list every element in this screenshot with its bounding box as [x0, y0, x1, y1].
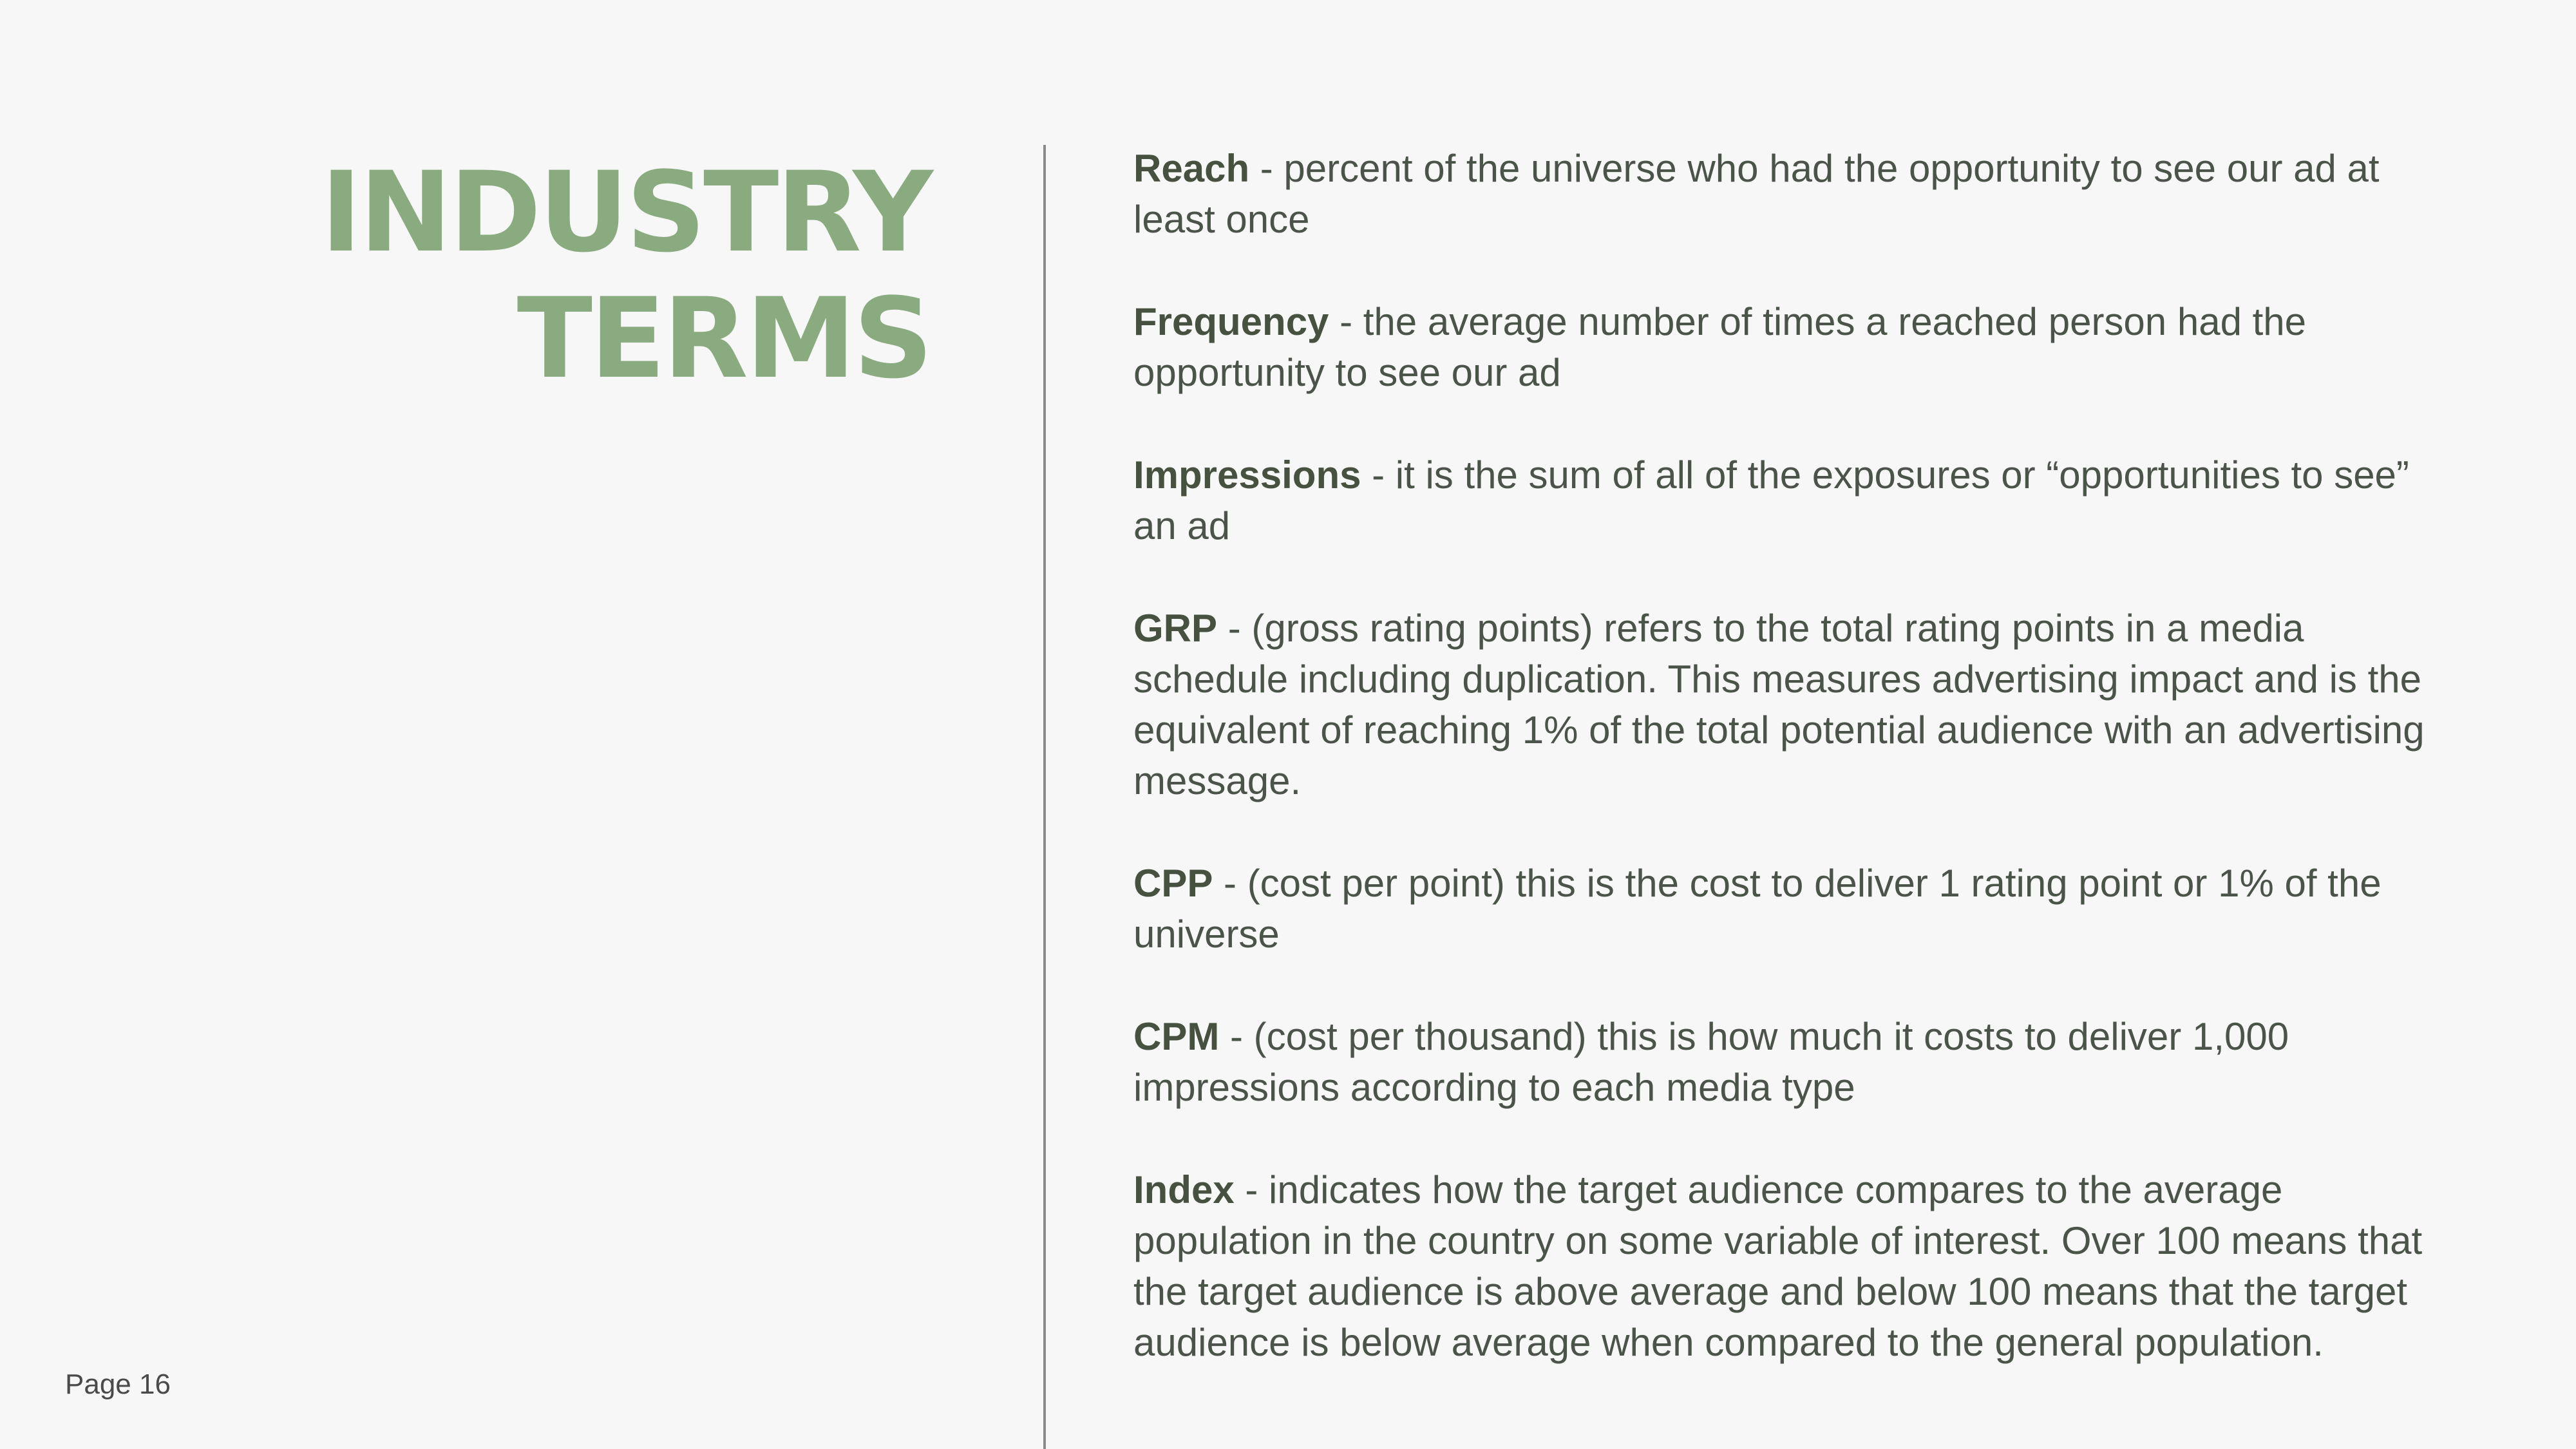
term-name: Frequency [1133, 300, 1329, 343]
vertical-divider [1043, 145, 1046, 1449]
term-frequency [1133, 296, 2460, 398]
page-title [129, 149, 931, 402]
term-name: GRP [1133, 607, 1218, 650]
term-name: CPP [1133, 862, 1213, 905]
term-definition: - (gross rating points) refers to the total rating points in a media schedule including duplication. This measures advertising impact and is the equivalent of reaching 1% of the total potential audience with an advertising message. [1133, 607, 2425, 802]
term-definition: - percent of the universe who had the opportunity to see our ad at least once [1133, 147, 2380, 241]
terms-list [1133, 143, 2460, 1419]
title-line-1: INDUSTRY [320, 147, 931, 277]
term-impressions [1133, 450, 2460, 551]
term-grp [1133, 603, 2460, 806]
term-definition: - (cost per point) this is the cost to deliver 1 rating point or 1% of the universe [1133, 862, 2382, 956]
term-name: Index [1133, 1168, 1235, 1211]
term-definition: - it is the sum of all of the exposures or “opportunities to see” an ad [1133, 453, 2409, 547]
term-cpm [1133, 1011, 2460, 1113]
term-name: Impressions [1133, 453, 1361, 497]
term-definition: - indicates how the target audience compares to the average population in the country on some variable of interest. Over 100 means that the target audience is above average and below 100 means that the target audience is below average when compared to the general population. [1133, 1168, 2423, 1364]
title-line-2: TERMS [516, 274, 931, 403]
term-name: Reach [1133, 147, 1250, 190]
term-definition: - the average number of times a reached person had the opportunity to see our ad [1133, 300, 2307, 394]
page-number: Page 16 [65, 1368, 171, 1400]
term-name: CPM [1133, 1015, 1220, 1058]
term-cpp [1133, 858, 2460, 960]
term-index [1133, 1164, 2460, 1368]
term-definition: - (cost per thousand) this is how much it costs to deliver 1,000 impressions according to each media type [1133, 1015, 2289, 1109]
term-reach [1133, 143, 2460, 245]
